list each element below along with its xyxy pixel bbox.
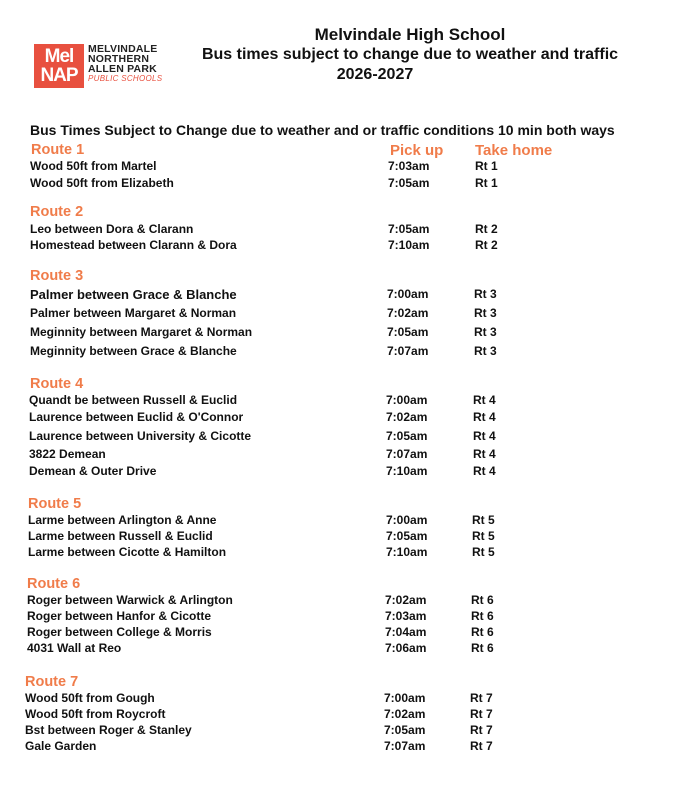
stop-location: Palmer between Grace & Blanche [30,287,237,302]
pickup-time: 7:05am [388,222,430,236]
route-title: Route 4 [30,376,84,392]
takehome-route: Rt 7 [470,739,493,753]
pickup-time: 7:07am [387,344,429,358]
stop-location: Laurence between Euclid & O'Connor [29,410,244,424]
stop-location: 3822 Demean [29,447,106,461]
logo-text-1: MELVINDALE [88,43,158,55]
stop-location: Larme between Cicotte & Hamilton [28,545,227,559]
takehome-route: Rt 7 [470,691,493,705]
stop-location: Quandt be between Russell & Euclid [29,393,238,407]
stop-location: Palmer between Margaret & Norman [30,306,237,320]
takehome-route: Rt 3 [474,306,497,320]
takehome-column-header: Take home [475,142,553,159]
takehome-route: Rt 7 [470,723,493,737]
pickup-time: 7:06am [385,641,427,655]
pickup-time: 7:10am [388,238,430,252]
pickup-time: 7:00am [386,513,428,527]
takehome-route: Rt 3 [474,325,497,339]
logo-mark-line2: NAP [40,65,78,86]
document-header [175,25,645,85]
takehome-route: Rt 6 [471,593,494,607]
pickup-time: 7:00am [384,691,426,705]
takehome-route: Rt 6 [471,609,494,623]
pickup-time: 7:03am [385,609,427,623]
pickup-time: 7:07am [386,447,428,461]
stop-location: Wood 50ft from Roycroft [25,707,166,721]
takehome-route: Rt 5 [472,545,495,559]
stop-location: Wood 50ft from Elizabeth [30,176,174,190]
route-title: Route 1 [31,142,85,158]
takehome-route: Rt 4 [473,429,496,443]
route-title: Route 3 [30,268,84,284]
stop-location: Laurence between University & Cicotte [29,429,252,443]
logo-text-3: ALLEN PARK [88,63,157,75]
stop-location: Larme between Arlington & Anne [28,513,217,527]
stop-location: Homestead between Clarann & Dora [30,238,237,252]
stop-location: Meginnity between Grace & Blanche [30,344,237,358]
pickup-time: 7:02am [384,707,426,721]
pickup-time: 7:05am [386,529,428,543]
pickup-column-header: Pick up [390,142,444,159]
stop-location: Gale Garden [25,739,97,753]
pickup-time: 7:07am [384,739,426,753]
stop-location: Larme between Russell & Euclid [28,529,213,543]
takehome-route: Rt 3 [474,287,497,301]
pickup-time: 7:10am [386,464,428,478]
takehome-route: Rt 6 [471,625,494,639]
stop-location: Demean & Outer Drive [29,464,157,478]
stop-location: Leo between Dora & Clarann [30,222,194,236]
logo-wordmark [88,44,162,84]
pickup-time: 7:00am [386,393,428,407]
schedule-notice: Bus Times Subject to Change due to weather and or traffic conditions 10 min both ways [30,122,615,138]
pickup-time: 7:05am [387,325,429,339]
takehome-route: Rt 3 [474,344,497,358]
pickup-time: 7:02am [387,306,429,320]
stop-location: Roger between Hanfor & Cicotte [27,609,212,623]
pickup-time: 7:04am [385,625,427,639]
logo-mark [34,44,84,88]
pickup-time: 7:00am [387,287,429,301]
takehome-route: Rt 5 [472,529,495,543]
takehome-route: Rt 4 [473,464,496,478]
pickup-time: 7:02am [385,593,427,607]
route-title: Route 7 [25,674,79,690]
route-title: Route 6 [27,576,81,592]
stop-location: Roger between College & Morris [27,625,212,639]
route-title: Route 2 [30,204,84,220]
logo-text-2: NORTHERN [88,53,150,65]
pickup-time: 7:02am [386,410,428,424]
stop-location: Bst between Roger & Stanley [25,723,192,737]
takehome-route: Rt 2 [475,222,498,236]
header-subtitle: Bus times subject to change due to weather and traffic [201,46,619,63]
stop-location: Wood 50ft from Martel [30,159,157,173]
pickup-time: 7:05am [388,176,430,190]
logo-text-4: PUBLIC SCHOOLS [88,74,163,83]
district-logo [34,44,162,88]
pickup-time: 7:05am [386,429,428,443]
takehome-route: Rt 2 [475,238,498,252]
takehome-route: Rt 4 [473,447,496,461]
stop-location: Wood 50ft from Gough [25,691,155,705]
school-year: 2026-2027 [336,66,414,83]
takehome-route: Rt 1 [475,176,498,190]
takehome-route: Rt 1 [475,159,498,173]
takehome-route: Rt 5 [472,513,495,527]
takehome-route: Rt 4 [473,393,496,407]
pickup-time: 7:03am [388,159,430,173]
takehome-route: Rt 6 [471,641,494,655]
stop-location: Roger between Warwick & Arlington [27,593,233,607]
logo-mark-line1: Mel [44,46,74,67]
school-name: Melvindale High School [314,25,506,44]
stop-location: 4031 Wall at Reo [27,641,122,655]
stop-location: Meginnity between Margaret & Norman [30,325,253,339]
takehome-route: Rt 7 [470,707,493,721]
route-title: Route 5 [28,496,82,512]
takehome-route: Rt 4 [473,410,496,424]
pickup-time: 7:10am [386,545,428,559]
pickup-time: 7:05am [384,723,426,737]
